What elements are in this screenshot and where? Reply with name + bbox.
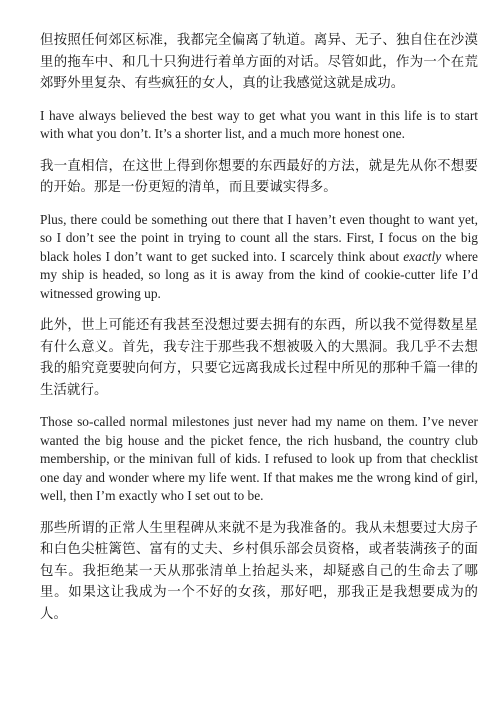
paragraph-zh-2: 我一直相信，在这世上得到你想要的东西最好的方法，就是先从你不想要的开始。那是一份更短的清单，而且要诚实得多。 xyxy=(40,158,478,195)
paragraph-en-1: I have always believed the best way to get what you want in this life is to start with what you don’t. It’s a shorter list, and a much more honest one. xyxy=(40,107,478,141)
paragraph-zh-1: 但按照任何郊区标准，我都完全偏离了轨道。离异、无子、独自住在沙漠里的拖车中、和几十只狗进行着单方面的对话。尽管如此，作为一个在荒郊野外里复杂、有些疯狂的女人，真的让我感觉这就是成功。 xyxy=(40,33,478,91)
paragraph-en-2-part-2: where my ship is headed, so long as it is away from the kind of cookie-cutter life I’d witnessed growing up. xyxy=(40,248,479,301)
paragraph-en-2-part-1: Plus, there could be something out there that I haven’t even thought to want yet, so I don’t see the point in trying to count all the stars. First, I focus on the big black holes I don’t want to get sucked into. I scarcely think about xyxy=(40,211,478,264)
paragraph-en-2 xyxy=(40,211,478,304)
paragraph-zh-3: 此外，世上可能还有我甚至没想过要去拥有的东西，所以我不觉得数星星有什么意义。首先，我专注于那些我不想被吸入的大黑洞。我几乎不去想我的船究竟要驶向何方，只要它远离我成长过程中所见的那种千篇一律的生活就行。 xyxy=(40,318,478,398)
paragraph-en-3: Those so-called normal milestones just never had my name on them. I’ve never wanted the big house and the picket fence, the rich husband, the country club membership, or the minivan full of kids. I refused to look up from that checklist one day and wonder where my life went. If that makes me the wrong kind of girl, well, then I’m exactly who I set out to be. xyxy=(40,414,478,503)
paragraph-zh-4: 那些所谓的正常人生里程碑从来就不是为我准备的。我从未想要过大房子和白色尖桩篱笆、富有的丈夫、乡村俱乐部会员资格，或者装满孩子的面包车。我拒绝某一天从那张清单上抬起头来，却疑惑自己的生命去了哪里。如果这让我成为一个不好的女孩，那好吧，那我正是我想要成为的人。 xyxy=(40,520,478,622)
paragraph-en-2-emphasis: exactly xyxy=(403,248,442,264)
